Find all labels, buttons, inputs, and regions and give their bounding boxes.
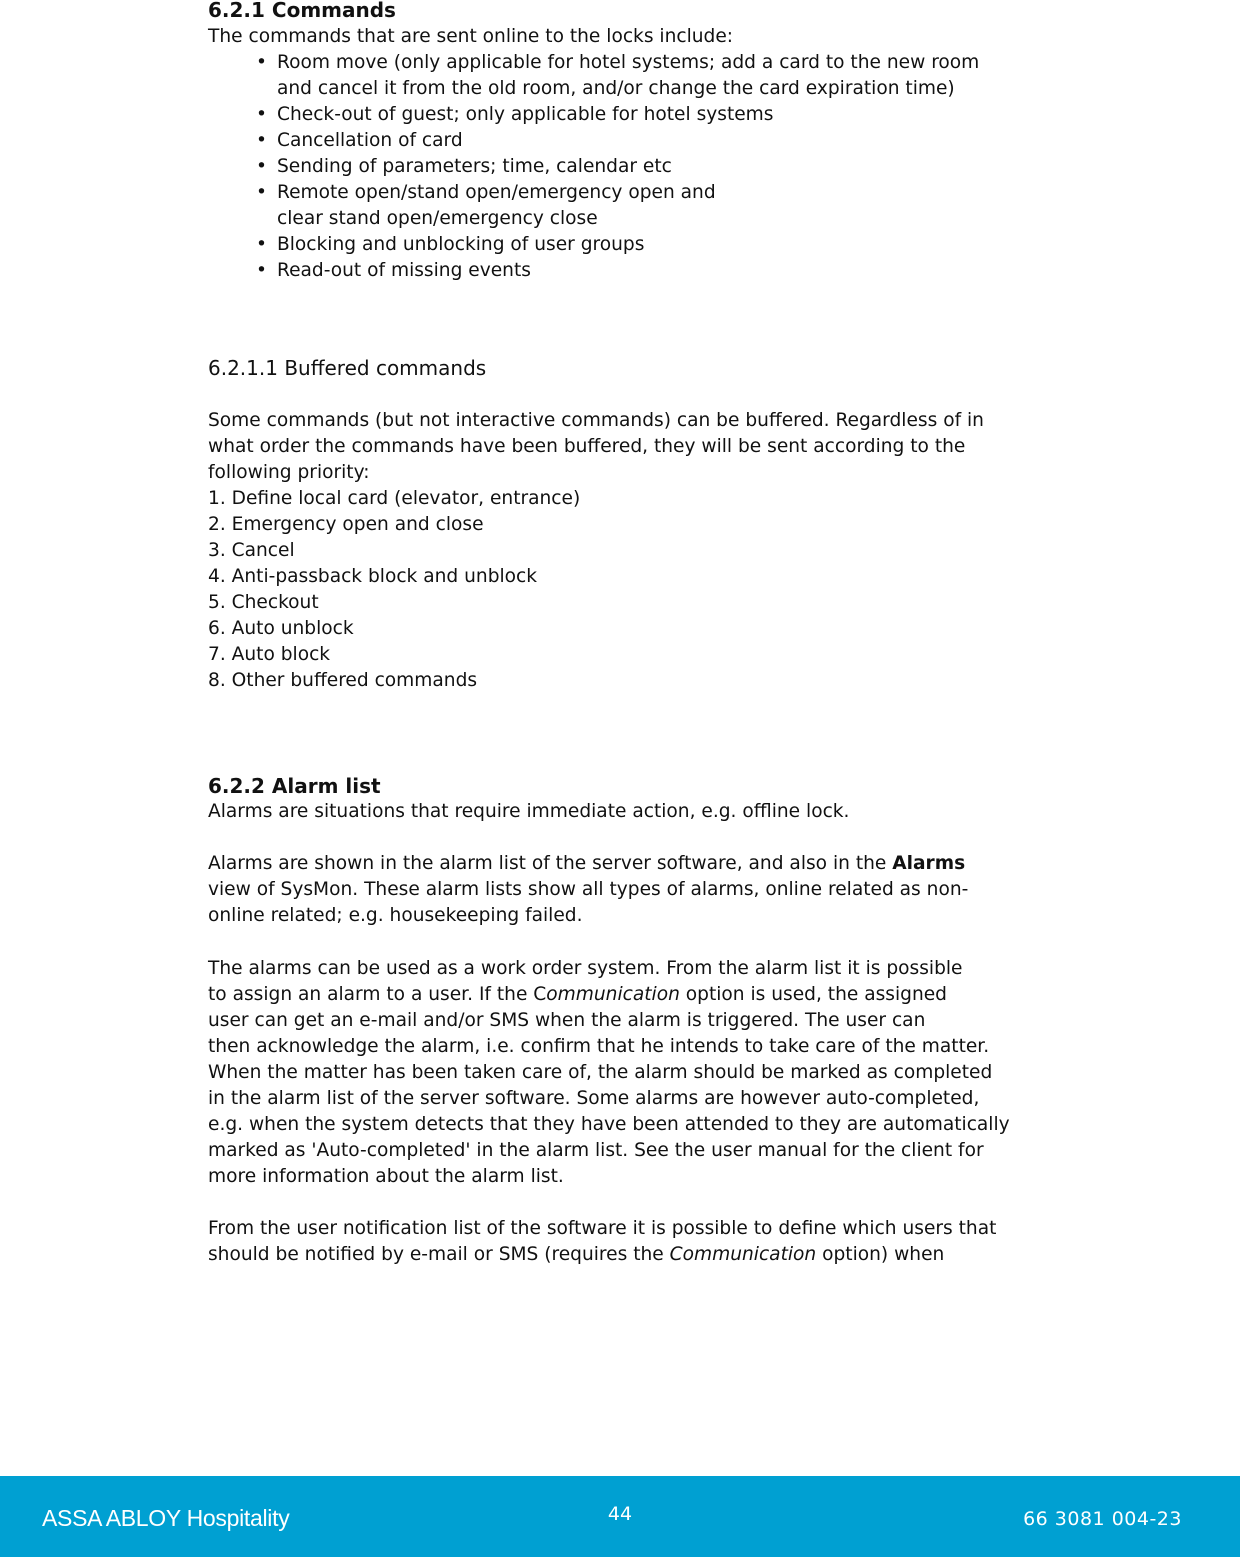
section-heading-commands: 6.2.1 Commands — [208, 0, 396, 22]
section-heading-buffered-commands: 6.2.1.1 Buffered commands — [208, 356, 487, 380]
list-item: • Cancellation of card — [208, 128, 979, 154]
list-item: 6. Auto unblock — [208, 618, 354, 639]
page-footer — [0, 1476, 1240, 1557]
list-item: 3. Cancel — [208, 540, 295, 561]
brand-logo-text: ASSA ABLOY Hospitality — [42, 1505, 290, 1531]
list-item: 5. Checkout — [208, 592, 319, 613]
commands-intro: The commands that are sent online to the locks include: — [208, 26, 734, 47]
commands-bullet-list — [208, 50, 979, 284]
list-item: 2. Emergency open and close — [208, 514, 484, 535]
list-item: • Read-out of missing events — [208, 258, 979, 284]
list-item: 7. Auto block — [208, 644, 331, 665]
bullet-icon: • — [256, 104, 267, 125]
bullet-icon: • — [256, 260, 267, 281]
list-item: • Blocking and unblocking of user groups — [208, 232, 979, 258]
buffered-paragraph: Some commands (but not interactive commands) can be buffered. Regardless of in what order the commands have been buffered, they will be sent according to the following priority: — [208, 410, 984, 483]
bullet-icon: • — [256, 234, 267, 255]
section-heading-alarm-list: 6.2.2 Alarm list — [208, 774, 381, 798]
alarm-paragraph-1: Alarms are situations that require immediate action, e.g. offline lock. — [208, 801, 850, 822]
alarm-paragraph-2: Alarms are shown in the alarm list of the server software, and also in the Alarms view of SysMon. These alarm lists show all types of alarms, online related as non- online related; e.g. housekeeping failed. — [208, 853, 969, 926]
list-item: • Remote open/stand open/emergency open and clear stand open/emergency close — [256, 182, 716, 229]
alarm-paragraph-3: The alarms can be used as a work order system. From the alarm list it is possible to assign an alarm to a user. If the Communication option is used, the assigned user can get an e-mail and/or SMS when the alarm is triggered. The user can then acknowledge the alarm, i.e. confirm that he intends to take care of the matter. When the matter has been taken care of, the alarm should be marked as completed in the alarm list of the server software. Some alarms are however auto-completed, e.g. when the system detects that they have been attended to they are automatically marked as 'Auto-completed' in the alarm list. See the user manual for the client for more information about the alarm list. — [208, 958, 1010, 1187]
priority-list — [208, 486, 580, 694]
list-item: 8. Other buffered commands — [208, 670, 478, 691]
bullet-icon: • — [256, 130, 267, 151]
document-number: 66 3081 004-23 — [1023, 1508, 1182, 1530]
list-item: • Check-out of guest; only applicable for hotel systems — [208, 102, 979, 128]
list-item: 1. Define local card (elevator, entrance) — [208, 488, 581, 509]
list-item: • Sending of parameters; time, calendar etc — [208, 154, 979, 180]
list-item: • Room move (only applicable for hotel systems; add a card to the new room and cancel it from the old room, and/or change the card expiration time) — [256, 52, 980, 99]
bullet-icon: • — [256, 182, 267, 203]
bullet-icon: • — [256, 52, 267, 73]
alarm-paragraph-4: From the user notification list of the software it is possible to define which users that should be notified by e-mail or SMS (requires the Communication option) when — [208, 1218, 997, 1265]
alarms-view-label: Alarms — [892, 853, 966, 874]
page-number: 44 — [607, 1503, 633, 1525]
bullet-icon: • — [256, 156, 267, 177]
list-item: 4. Anti-passback block and unblock — [208, 566, 538, 587]
